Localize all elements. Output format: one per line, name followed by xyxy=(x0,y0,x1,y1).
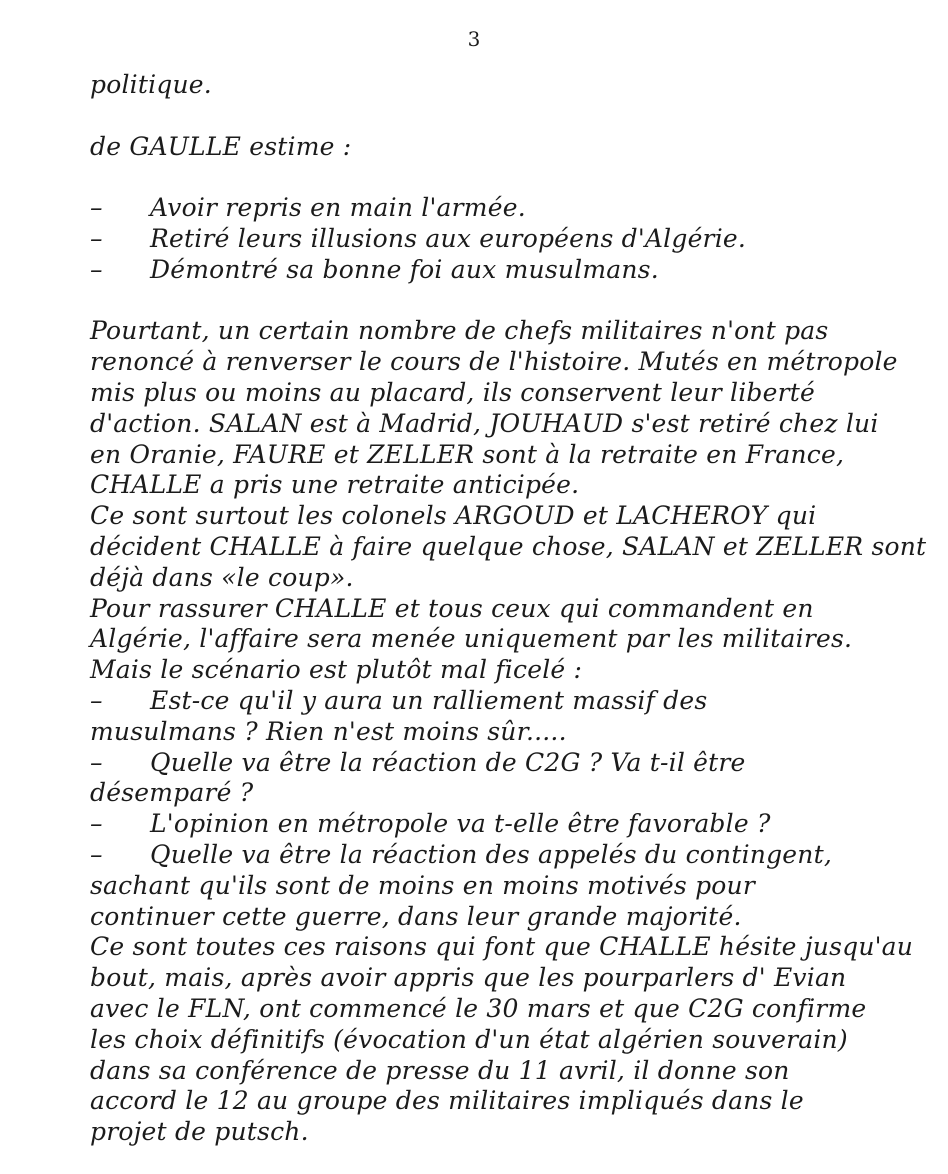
line-text: Avoir repris en main l'armée. xyxy=(150,193,526,223)
text-line xyxy=(90,224,878,255)
line-text: Ce sont toutes ces raisons qui font que CHALLE hésite jusqu'au xyxy=(90,932,914,962)
dash-bullet: – xyxy=(90,747,103,777)
line-text: Quelle va être la réaction des appelés du contingent, xyxy=(150,839,832,869)
line-text: désemparé ? xyxy=(90,778,254,808)
text-line xyxy=(90,255,878,286)
line-text: Retiré leurs illusions aux européens d'Algérie. xyxy=(150,223,747,253)
line-text: les choix définitifs (évocation d'un état algérien souverain) xyxy=(90,1024,848,1054)
line-text: décident CHALLE à faire quelque chose, SALAN et ZELLER sont xyxy=(90,531,927,561)
line-text: projet de putsch. xyxy=(90,1117,309,1147)
text-line xyxy=(90,686,878,717)
blank-line xyxy=(90,101,878,132)
text-line xyxy=(90,316,878,347)
line-text: sachant qu'ils sont de moins en moins motivés pour xyxy=(90,870,756,900)
text-line xyxy=(90,1117,878,1148)
line-text: Est-ce qu'il y aura un ralliement massif des xyxy=(150,685,708,715)
text-line xyxy=(90,840,878,871)
line-text: de GAULLE estime : xyxy=(90,131,352,161)
blank-line xyxy=(90,286,878,317)
dash-bullet: – xyxy=(90,809,103,839)
line-text: déjà dans «le coup». xyxy=(90,562,354,592)
text-line xyxy=(90,470,878,501)
text-line xyxy=(90,409,878,440)
line-text: Pourtant, un certain nombre de chefs militaires n'ont pas xyxy=(90,316,829,346)
line-text: en Oranie, FAURE et ZELLER sont à la retraite en France, xyxy=(90,439,845,469)
dash-bullet: – xyxy=(90,193,103,223)
text-line xyxy=(90,871,878,902)
text-line xyxy=(90,655,878,686)
dash-bullet: – xyxy=(90,839,103,869)
text-line xyxy=(90,778,878,809)
line-text: Démontré sa bonne foi aux musulmans. xyxy=(150,254,659,284)
text-line xyxy=(90,563,878,594)
line-text: d'action. SALAN est à Madrid, JOUHAUD s'est retiré chez lui xyxy=(90,408,879,438)
text-line xyxy=(90,594,878,625)
line-text: Mais le scénario est plutôt mal ficelé : xyxy=(90,655,583,685)
text-line xyxy=(90,132,878,163)
text-line xyxy=(90,347,898,378)
line-text: renoncé à renverser le cours de l'histoire. Mutés en métropole xyxy=(90,347,898,377)
text-line xyxy=(90,809,878,840)
text-line xyxy=(90,932,914,963)
line-text: continuer cette guerre, dans leur grande majorité. xyxy=(90,901,742,931)
text-line xyxy=(90,70,878,101)
line-text: CHALLE a pris une retraite anticipée. xyxy=(90,470,580,500)
line-text: Pour rassurer CHALLE et tous ceux qui commandent en xyxy=(90,593,814,623)
text-line xyxy=(90,440,878,471)
line-text: L'opinion en métropole va t-elle être favorable ? xyxy=(150,809,771,839)
page-number: 3 xyxy=(467,27,481,51)
line-text: mis plus ou moins au placard, ils conservent leur liberté xyxy=(90,377,815,407)
line-text: Quelle va être la réaction de C2G ? Va t-il être xyxy=(150,747,746,777)
text-line xyxy=(90,1025,878,1056)
dash-bullet: – xyxy=(90,254,103,284)
text-line xyxy=(90,902,878,933)
text-line xyxy=(90,531,927,563)
text-line xyxy=(90,193,878,224)
line-text: accord le 12 au groupe des militaires impliqués dans le xyxy=(90,1086,804,1116)
line-text: musulmans ? Rien n'est moins sûr..... xyxy=(90,716,567,746)
line-text: dans sa conférence de presse du 11 avril, il donne son xyxy=(90,1055,790,1085)
text-line xyxy=(90,1086,878,1117)
text-line xyxy=(90,501,878,532)
dash-bullet: – xyxy=(90,685,103,715)
dash-bullet: – xyxy=(90,223,103,253)
line-text: bout, mais, après avoir appris que les pourparlers d' Evian xyxy=(90,963,847,993)
line-text: Ce sont surtout les colonels ARGOUD et LACHEROY qui xyxy=(90,501,817,531)
text-line xyxy=(90,378,878,409)
text-line xyxy=(90,748,878,779)
text-line xyxy=(90,624,878,655)
text-line xyxy=(90,994,878,1025)
line-text: politique. xyxy=(90,70,212,99)
document-body xyxy=(0,70,948,1148)
line-text: Algérie, l'affaire sera menée uniquement par les militaires. xyxy=(90,624,853,654)
text-line xyxy=(90,963,878,994)
line-text: avec le FLN, ont commencé le 30 mars et que C2G confirme xyxy=(90,993,867,1023)
text-line xyxy=(90,1056,878,1087)
text-line xyxy=(90,717,878,748)
blank-line xyxy=(90,162,878,193)
